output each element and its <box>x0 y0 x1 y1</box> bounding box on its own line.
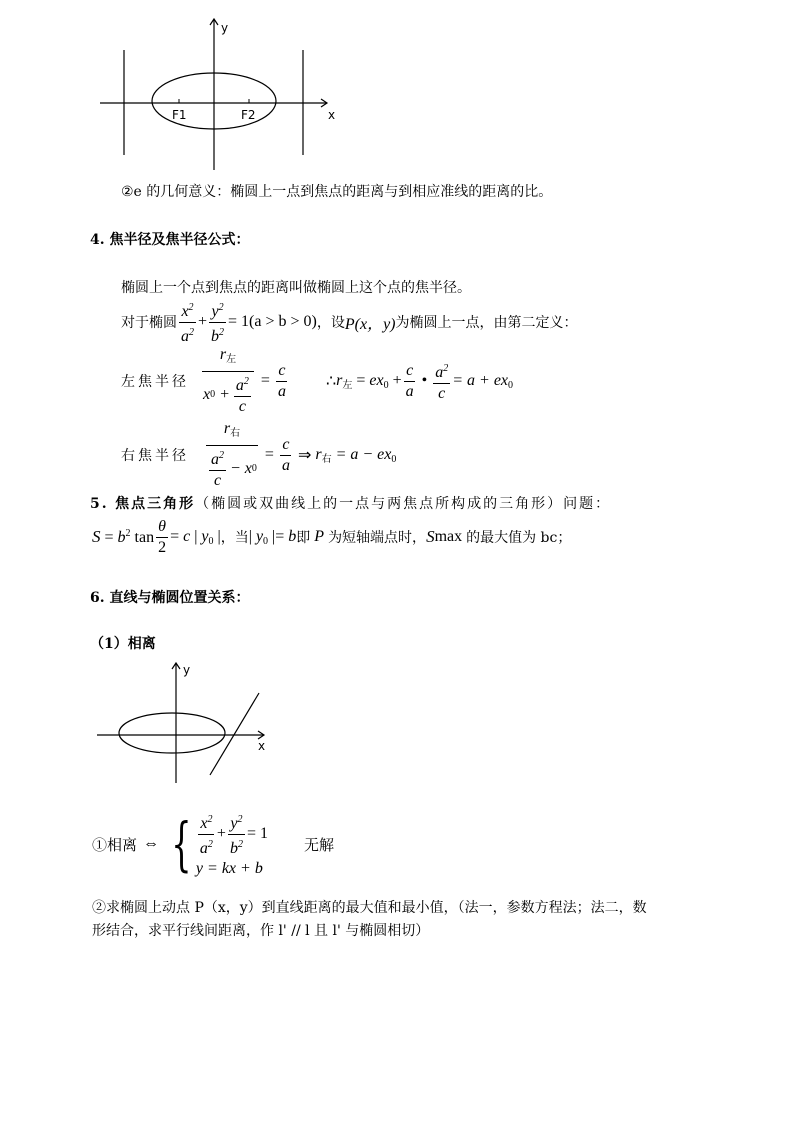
y-axis-label: y <box>221 21 229 35</box>
left-focal-radius-line: 左焦半径 $r_左$ x 0 + $\frac{a^2}{c}$ = $\frac{c}{a}$ ∴ $r_左$ = $ex_0$ + $\frac{c}{a}$ • $\frac{a^2}{c}$ = $a + ex_0$ <box>121 346 514 415</box>
x2-over-a2: $\frac{x^2}{a^2}$ <box>179 299 196 346</box>
section6-heading: 6. 直线与椭圆位置关系： <box>90 590 250 606</box>
ellipse-line-separate-figure <box>92 655 282 790</box>
point-p: P(x，y) <box>344 315 396 333</box>
for-ellipse-text: 对于椭圆 <box>121 315 177 331</box>
x-axis-label: x <box>258 739 266 753</box>
right-focal-radius-label: 右焦半径 <box>121 448 189 464</box>
separated-prefix: ①相离 <box>92 835 138 854</box>
separate-line <box>210 693 259 775</box>
x-axis-label: x <box>328 108 336 122</box>
ellipse-condition: = 1(a > b > 0) <box>228 313 317 330</box>
left-radius-result: = $a + ex_0$ <box>452 371 514 391</box>
focal-radius-definition: 椭圆上一个点到焦点的距离叫做椭圆上这个点的焦半径。 <box>121 280 471 296</box>
no-solution-text: 无解 <box>303 835 334 854</box>
distance-problem-line1: ②求椭圆上动点 P（x，y）到直线距离的最大值和最小值，（法一，参数方程法；法二，数 <box>92 900 647 916</box>
distance-problem-line2: 形结合，求平行线间距离，作 l' // l 且 l' 与椭圆相切） <box>92 923 430 939</box>
line-equation: y = kx + b <box>195 859 263 877</box>
ellipse-equation-line: 对于椭圆 $\frac{x^2}{a^2}$ + $\frac{y^2}{b^2}$ = 1(a > b > 0) ，设 P(x，y) 为椭圆上一点，由第二定义： <box>121 300 578 344</box>
e-geometric-meaning: ②e 的几何意义：椭圆上一点到焦点的距离与到相应准线的距离的比。 <box>121 184 553 200</box>
section5-heading: 5. 焦点三角形（椭圆或双曲线上的一点与两焦点所构成的三角形）问题： <box>90 496 612 512</box>
focus-f1-label: F1 <box>172 108 187 122</box>
right-radius-fraction: $r_右$ $\frac{a^2}{c}$ − x 0 <box>205 420 259 490</box>
focal-triangle-formula: S = $b^2$ tan $\frac{\theta}{2}$ = c | $y_0$ | ，当 | $y_0$ |= b 即 P 为短轴端点时， S max 的最大值为 bc； <box>92 517 572 556</box>
left-radius-fraction: $r_左$ x 0 + $\frac{a^2}{c}$ <box>201 346 255 416</box>
therefore-symbol: ∴ <box>325 373 337 390</box>
section4-heading: 4. 焦半径及焦半径公式： <box>90 232 250 248</box>
y-axis-label: y <box>183 663 191 677</box>
right-focal-radius-line: 右焦半径 $r_右$ $\frac{a^2}{c}$ − x 0 = $\frac{c}{a}$ ⇒ $r_右$ = $a - ex_0$ <box>121 420 397 489</box>
separated-condition: ①相离 ⇔ { $\frac{x^2}{a^2}$ + $\frac{y^2}{b^2}$ = 1 y = kx + b 无解 <box>92 810 334 878</box>
let-point-text: ，设 <box>316 315 345 331</box>
left-focal-radius-label: 左焦半径 <box>121 374 189 390</box>
y2-over-b2: $\frac{y^2}{b^2}$ <box>209 299 226 346</box>
ellipse-foci-directrix-figure <box>95 15 355 175</box>
second-definition-text: 为椭圆上一点，由第二定义： <box>395 315 578 331</box>
separated-subheading: （1）相离 <box>90 636 156 652</box>
focus-f2-label: F2 <box>241 108 256 122</box>
ellipse <box>119 713 225 753</box>
right-radius-result: = $a - ex_0$ <box>335 445 397 465</box>
